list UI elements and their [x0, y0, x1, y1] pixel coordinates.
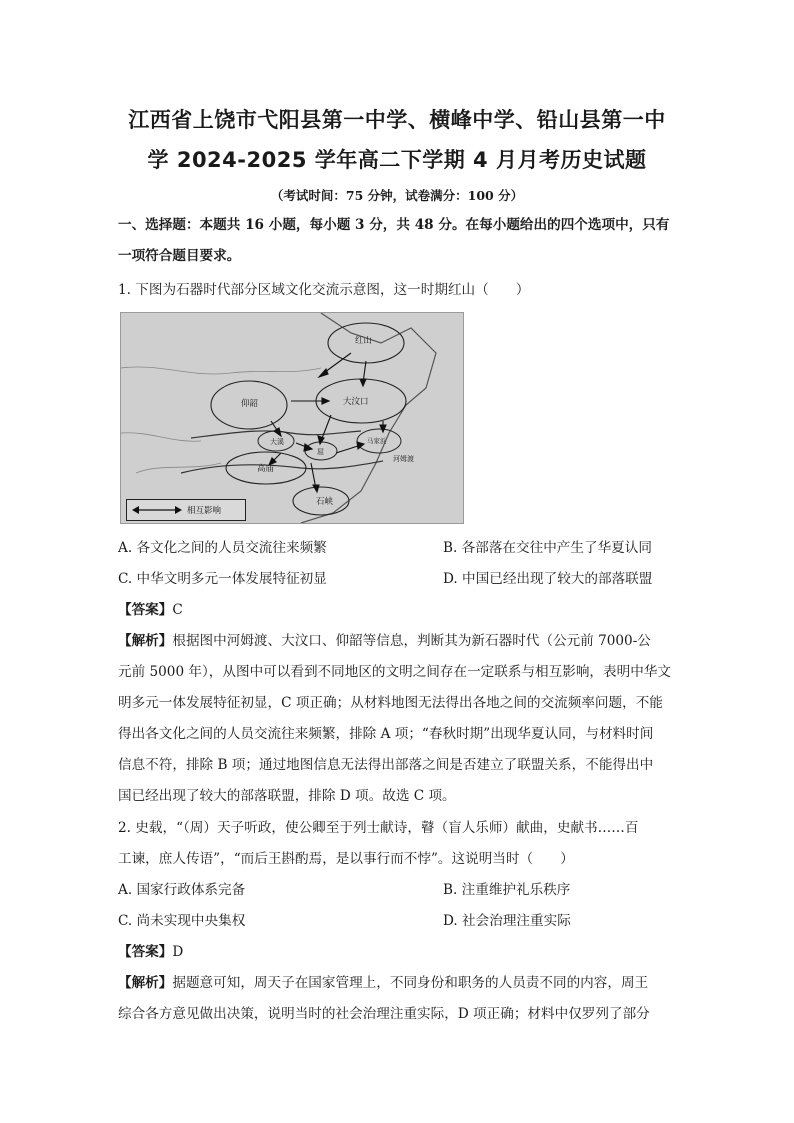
label-gaomiao: 高庙 — [257, 464, 275, 474]
map-legend — [126, 499, 246, 521]
double-arrow-icon — [129, 500, 185, 520]
q1-option-c: C. 中华文明多元一体发展特征初显 — [118, 571, 327, 587]
q1-stem: 1. 下图为石器时代部分区域文化交流示意图，这一时期红山（ ） — [118, 282, 530, 298]
q1-analysis-line6: 国已经出现了较大的部落联盟，排除 D 项。故选 C 项。 — [118, 788, 456, 804]
analysis-label: 【解析】 — [118, 975, 173, 991]
answer-value: D — [172, 944, 184, 960]
label-majiabang: 马家浜 — [367, 437, 387, 445]
label-dawenkou: 大汶口 — [343, 397, 369, 407]
exam-subtitle: （考试时间：75 分钟，试卷满分：100 分） — [270, 188, 524, 203]
answer-label: 【答案】 — [118, 602, 173, 618]
q2-answer — [118, 946, 678, 960]
answer-value: C — [172, 602, 183, 618]
label-daxi: 大溪 — [270, 438, 284, 446]
q1-analysis-line2: 元前 5000 年），从图中可以看到不同地区的文明之间存在一定联系与相互影响，表明中华文 — [118, 664, 671, 680]
q2-option-b: B. 注重维护礼乐秩序 — [443, 882, 571, 898]
q1-analysis-line4: 得出各文化之间的人员交流往来频繁，排除 A 项；“春秋时期”出现华夏认同，与材料时间 — [118, 726, 654, 742]
q2-option-a: A. 国家行政体系完备 — [118, 882, 246, 898]
analysis-text: 据题意可知，周天子在国家管理上，不同身份和职务的人员责不同的内容，周王 — [172, 975, 649, 991]
q2-analysis-line2: 综合各方意见做出决策，说明当时的社会治理注重实际，D 项正确；材料中仅罗列了部分 — [118, 1006, 650, 1022]
legend-label: 相互影响 — [187, 506, 222, 516]
q1-answer — [118, 604, 678, 618]
section-instruction-line1: 一、选择题：本题共 16 小题，每小题 3 分，共 48 分。在每小题给出的四个选项中，只有 — [118, 217, 670, 233]
section-instruction-line2: 一项符合题目要求。 — [118, 248, 241, 264]
exam-title-line1: 江西省上饶市弋阳县第一中学、横峰中学、铅山县第一中 — [128, 108, 666, 132]
q2-analysis-line1 — [118, 977, 678, 991]
q1-analysis-line5: 信息不符，排除 B 项；通过地图信息无法得出部落之间是否建立了联盟关系，不能得出中 — [118, 757, 654, 773]
exam-title-line2: 学 2024-2025 学年高二下学期 4 月月考历史试题 — [147, 148, 647, 172]
q1-option-d: D. 中国已经出现了较大的部落联盟 — [443, 571, 653, 587]
q2-stem-line2: 工谏，庶人传语”，“而后王斟酌焉，是以事行而不悖”。这说明当时（ ） — [118, 851, 574, 867]
label-qujialing: 屈 — [317, 448, 324, 456]
analysis-label: 【解析】 — [118, 633, 173, 649]
answer-label: 【答案】 — [118, 944, 173, 960]
q2-option-d: D. 社会治理注重实际 — [443, 913, 571, 929]
q1-culture-exchange-map — [120, 312, 464, 524]
q1-analysis-line3: 明多元一体发展特征初显，C 项正确；从材料地图无法得出各地之间的交流频率问题，不能 — [118, 695, 663, 711]
map-graphic — [121, 313, 463, 523]
label-yangshao: 仰韶 — [241, 399, 259, 409]
label-shixia: 石峡 — [316, 497, 334, 507]
q2-option-c: C. 尚未实现中央集权 — [118, 913, 246, 929]
q2-stem-line1: 2. 史载，“（周）天子听政，使公卿至于列士献诗，瞽（盲人乐师）献曲，史献书……百 — [118, 820, 639, 836]
q1-option-a: A. 各文化之间的人员交流往来频繁 — [118, 540, 327, 556]
label-hemudu: 河姆渡 — [393, 455, 414, 463]
yangtze-river — [181, 461, 383, 473]
analysis-text: 根据图中河姆渡、大汶口、仰韶等信息，判断其为新石器时代（公元前 7000-公 — [172, 633, 651, 649]
q1-option-b: B. 各部落在交往中产生了华夏认同 — [443, 540, 652, 556]
q1-analysis-line1 — [118, 635, 678, 649]
label-hongshan: 红山 — [355, 336, 373, 346]
